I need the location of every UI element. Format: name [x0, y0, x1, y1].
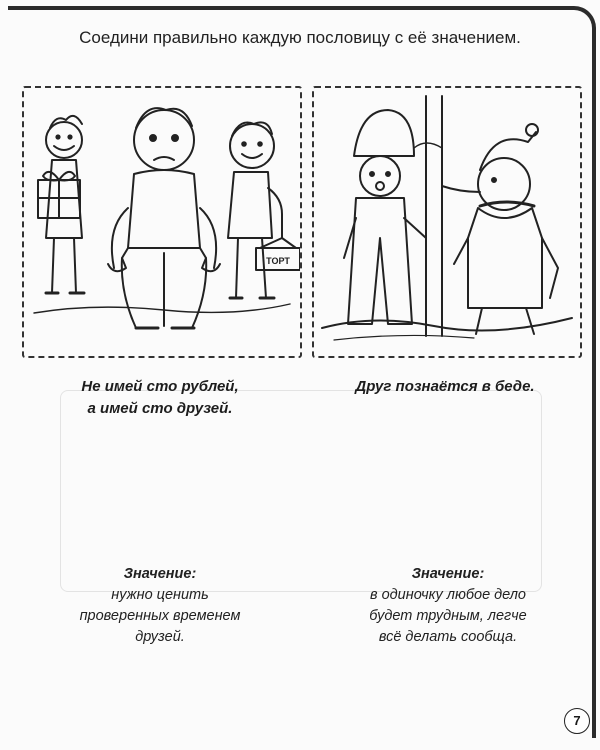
friends-illustration: [24, 88, 300, 356]
meaning-line: всё делать сообща.: [378, 629, 518, 646]
meaning-line: в одиночку любое дело: [370, 587, 526, 604]
cake-box-label: ТОРТ: [266, 256, 290, 266]
proverb-line: Не имей сто рублей,: [81, 378, 239, 395]
winter-pole-illustration: [314, 88, 580, 356]
task-instruction: Соедини правильно каждую пословицу с её значением.: [79, 28, 521, 47]
proverb-line: Друг познаётся в беде.: [355, 378, 535, 395]
meaning-label: Значение:: [123, 566, 197, 582]
illustration-panel-winter: [312, 86, 582, 358]
proverb-hundred-friends: [30, 376, 290, 420]
meaning-value-friends: [40, 564, 280, 648]
page-number: 7: [564, 708, 590, 734]
meaning-line: друзей.: [135, 629, 185, 646]
proverb-line: а имей сто друзей.: [87, 399, 233, 417]
meaning-line: нужно ценить: [111, 587, 209, 604]
bleed-through-shape: [60, 390, 542, 592]
illustration-panel-friends: [22, 86, 302, 358]
meaning-label: Значение:: [411, 566, 485, 582]
proverb-friend-in-need: [318, 376, 572, 398]
meaning-work-together: [328, 564, 568, 648]
meaning-line: будет трудным, легче: [369, 608, 527, 625]
meaning-line: проверенных временем: [79, 608, 241, 625]
